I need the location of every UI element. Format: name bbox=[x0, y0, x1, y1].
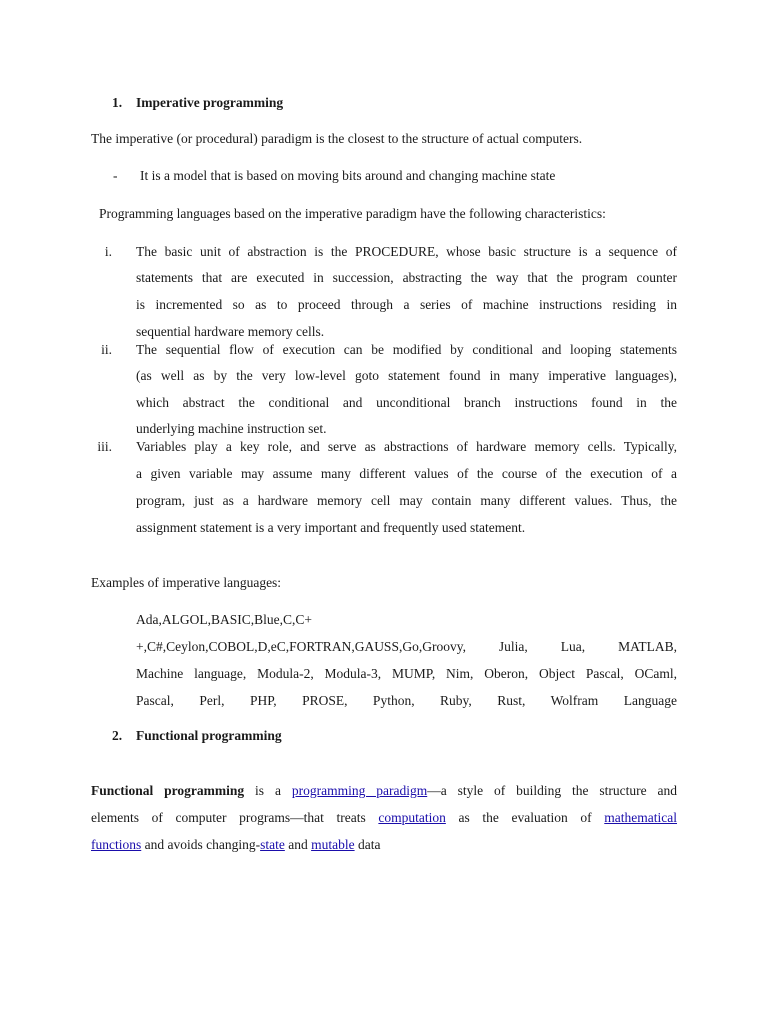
section-1-heading: Imperative programming bbox=[136, 95, 284, 110]
intro-paragraph: The imperative (or procedural) paradigm is the closest to the structure of actual computers. bbox=[91, 131, 583, 146]
mutable-link[interactable]: mutable bbox=[311, 837, 355, 852]
paragraph-text: and bbox=[284, 837, 312, 852]
examples-line: Machine language, Modula-2, Modula-3, MUMP, Nim, Oberon, Object Pascal, OCaml, bbox=[136, 666, 677, 681]
functional-paragraph-line bbox=[91, 837, 380, 853]
paragraph-text: and avoids changing- bbox=[141, 837, 261, 852]
mathematical-link[interactable]: mathematical bbox=[604, 810, 677, 825]
section-1-number: 1. bbox=[112, 95, 123, 110]
list-item-line: underlying machine instruction set. bbox=[136, 421, 327, 436]
functional-paragraph-line bbox=[91, 810, 677, 826]
list-item-line: sequential hardware memory cells. bbox=[136, 324, 325, 339]
paragraph-text: —a style of building the structure and bbox=[427, 783, 678, 798]
list-item-line: program, just as a hardware memory cell may contain many different values. Thus, the bbox=[136, 493, 677, 508]
section-2-heading: Functional programming bbox=[136, 728, 282, 743]
paragraph-text: elements of computer programs—that treats bbox=[91, 810, 379, 825]
state-link[interactable]: state bbox=[260, 837, 285, 852]
list-item-line: assignment statement is a very important and frequently used statement. bbox=[136, 520, 526, 535]
list-numeral: ii. bbox=[101, 342, 112, 357]
dash-item-text: It is a model that is based on moving bits around and changing machine state bbox=[140, 168, 556, 183]
examples-line: +,C#,Ceylon,COBOL,D,eC,FORTRAN,GAUSS,Go,Groovy, Julia, Lua, MATLAB, bbox=[136, 639, 677, 654]
list-numeral: iii. bbox=[97, 439, 112, 454]
functional-paragraph-line bbox=[91, 783, 677, 799]
list-item-line: Variables play a key role, and serve as abstractions of hardware memory cells. Typically, bbox=[136, 439, 677, 454]
list-item-line: statements that are executed in succession, abstracting the way that the program counter bbox=[136, 270, 677, 285]
computation-link[interactable]: computation bbox=[378, 810, 446, 825]
list-item-line: a given variable may assume many different values of the course of the execution of a bbox=[136, 466, 677, 481]
section-2-number: 2. bbox=[112, 728, 123, 743]
list-item-line: which abstract the conditional and unconditional branch instructions found in the bbox=[136, 395, 677, 410]
functional-term: Functional programming bbox=[91, 783, 245, 798]
paragraph-text: data bbox=[354, 837, 381, 852]
paragraph-text: as the evaluation of bbox=[445, 810, 605, 825]
list-item-line: (as well as by the very low-level goto statement found in many imperative languages), bbox=[136, 368, 677, 383]
list-item-line: The basic unit of abstraction is the PROCEDURE, whose basic structure is a sequence of bbox=[136, 244, 677, 259]
examples-line: Pascal, Perl, PHP, PROSE, Python, Ruby, Rust, Wolfram Language bbox=[136, 693, 677, 708]
list-item-line: The sequential flow of execution can be modified by conditional and looping statements bbox=[136, 342, 677, 357]
dash-bullet: - bbox=[113, 168, 118, 183]
paragraph-text: is a bbox=[244, 783, 292, 798]
list-item-line: is incremented so as to proceed through a series of machine instructions residing in bbox=[136, 297, 677, 312]
list-numeral: i. bbox=[104, 244, 112, 259]
functions-link[interactable]: functions bbox=[91, 837, 142, 852]
characteristics-intro: Programming languages based on the imperative paradigm have the following characteristics: bbox=[99, 206, 606, 221]
examples-label: Examples of imperative languages: bbox=[91, 575, 282, 590]
programming-paradigm-link[interactable]: programming paradigm bbox=[291, 783, 428, 798]
examples-line: Ada,ALGOL,BASIC,Blue,C,C+ bbox=[136, 612, 312, 627]
